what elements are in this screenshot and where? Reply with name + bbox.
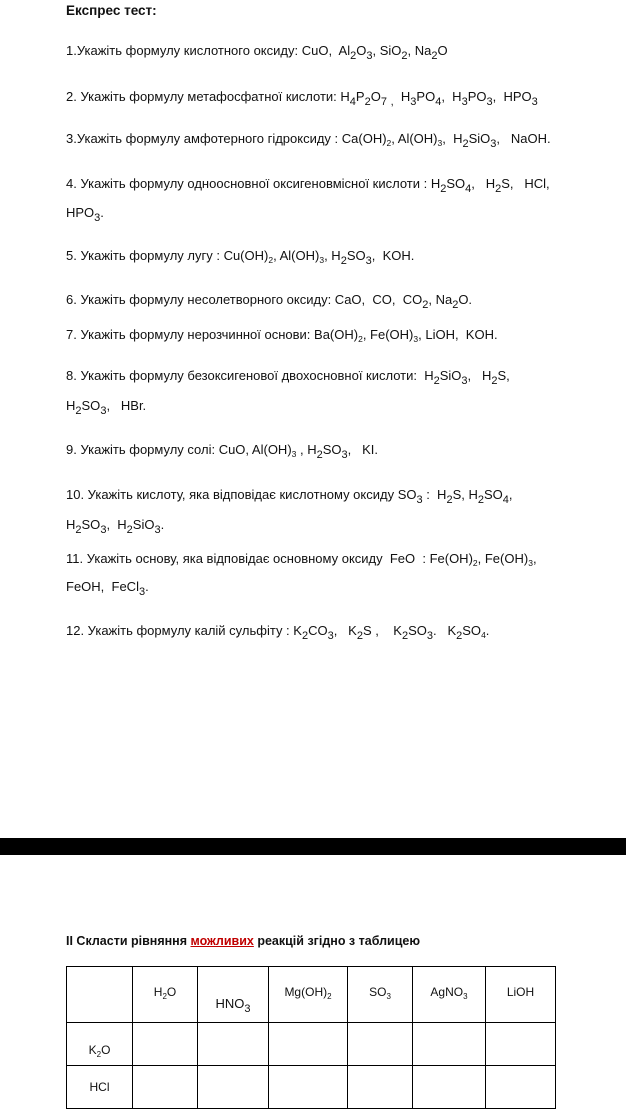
reactions-table	[66, 966, 556, 1109]
question-2: 2. Укажіть формулу метафосфатної кислоти: $H_4P_2O_7$ $_,$ $H_3PO_4$, $H_3PO_3$, $HPO_3$	[66, 89, 538, 108]
question-10-line2: $H_2SO_3$, $H_2SiO_3$.	[66, 517, 165, 536]
table-header-cell	[413, 967, 486, 1023]
table-cell[interactable]	[198, 1066, 269, 1109]
question-11-line2: FeOH, FeCl$_3$.	[66, 579, 149, 598]
table-row-label-text: HCl	[89, 1080, 110, 1094]
question-9: 9. Укажіть формулу солі: CuO, $Al(OH)_3$ , $H_2SO_3$, KI.	[66, 442, 379, 461]
table-row	[67, 1066, 556, 1109]
table-cell[interactable]	[486, 1023, 556, 1066]
table-cell[interactable]	[133, 1023, 198, 1066]
table-header-cell	[133, 967, 198, 1023]
section-2-title-after: реакцій згідно з таблицею	[253, 934, 421, 948]
question-4-line2: $HPO_3$.	[66, 205, 104, 224]
question-11: 11. Укажіть основу, яка відповідає основному оксиду FeO : $Fe(OH)_2$, $Fe(OH)_3$,	[66, 551, 537, 568]
table-row-label-text: $K_2O$	[88, 1043, 111, 1059]
table-row-label	[67, 1066, 133, 1109]
page-divider	[0, 838, 626, 855]
table-cell[interactable]	[269, 1023, 348, 1066]
table-cell[interactable]	[413, 1023, 486, 1066]
table-header-label: $HNO_3$	[215, 996, 251, 1015]
question-8-line2: $H_2SO_3$, HBr.	[66, 398, 147, 417]
table-header-cell	[486, 967, 556, 1023]
question-10: 10. Укажіть кислоту, яка відповідає кислотному оксиду $SO_3$ : $H_2S$, $H_2SO_4$,	[66, 487, 513, 506]
table-corner-cell	[67, 967, 133, 1023]
page-title: Експрес тест:	[66, 3, 157, 18]
table-header-cell	[269, 967, 348, 1023]
table-cell[interactable]	[486, 1066, 556, 1109]
question-7: 7. Укажіть формулу нерозчинної основи: $Ba(OH)_2$, $Fe(OH)_3$, LiOH, KOH.	[66, 327, 498, 344]
question-3: 3.Укажіть формулу амфотерного гідроксиду : $Ca(OH)_2$, $Al(OH)_3$, $H_2SiO_3$, NaOH.	[66, 131, 551, 150]
question-8: 8. Укажіть формулу безоксигенової двохосновної кислоти: $H_2SiO_3$, $H_2S$,	[66, 368, 510, 387]
table-row-label	[67, 1023, 133, 1066]
table-header-cell	[198, 967, 269, 1023]
table-cell[interactable]	[348, 1023, 413, 1066]
section-2-title-before: II Скласти рівняння	[66, 934, 191, 948]
table-cell[interactable]	[413, 1066, 486, 1109]
table-header-label: $H_2O$	[153, 984, 177, 1001]
question-1: 1.Укажіть формулу кислотного оксиду: CuO, $Al_2O_3$, SiO$_2$, $Na_2O$	[66, 43, 448, 62]
question-12: 12. Укажіть формулу калій сульфіту : $K_2CO_3$, $K_2S$ , $K_2SO_3$. $K_2SO_4$.	[66, 623, 490, 642]
table-header-cell	[348, 967, 413, 1023]
table-cell[interactable]	[133, 1066, 198, 1109]
table-header-label: AgNO$_3$	[430, 984, 468, 1001]
table-header-row	[67, 967, 556, 1023]
question-5: 5. Укажіть формулу лугу : $Cu(OH)_2$, $Al(OH)_3$, $H_2SO_3$, KOH.	[66, 248, 415, 267]
section-2-title	[66, 934, 420, 948]
table-header-label: $Mg(OH)_2$	[284, 984, 332, 1001]
question-4: 4. Укажіть формулу одноосновної оксигеновмісної кислоти : $H_2SO_4$, $H_2S$, HCl,	[66, 176, 550, 195]
table-row	[67, 1023, 556, 1066]
question-6: 6. Укажіть формулу несолетворного оксиду: CaO, CO, $CO_2$, $Na_2O$.	[66, 292, 473, 311]
table-cell[interactable]	[348, 1066, 413, 1109]
table-header-label: $SO_3$	[369, 984, 391, 1001]
table-cell[interactable]	[269, 1066, 348, 1109]
table-cell[interactable]	[198, 1023, 269, 1066]
table-header-label: LiOH	[506, 984, 535, 999]
section-2-title-highlight: можливих	[190, 934, 254, 948]
